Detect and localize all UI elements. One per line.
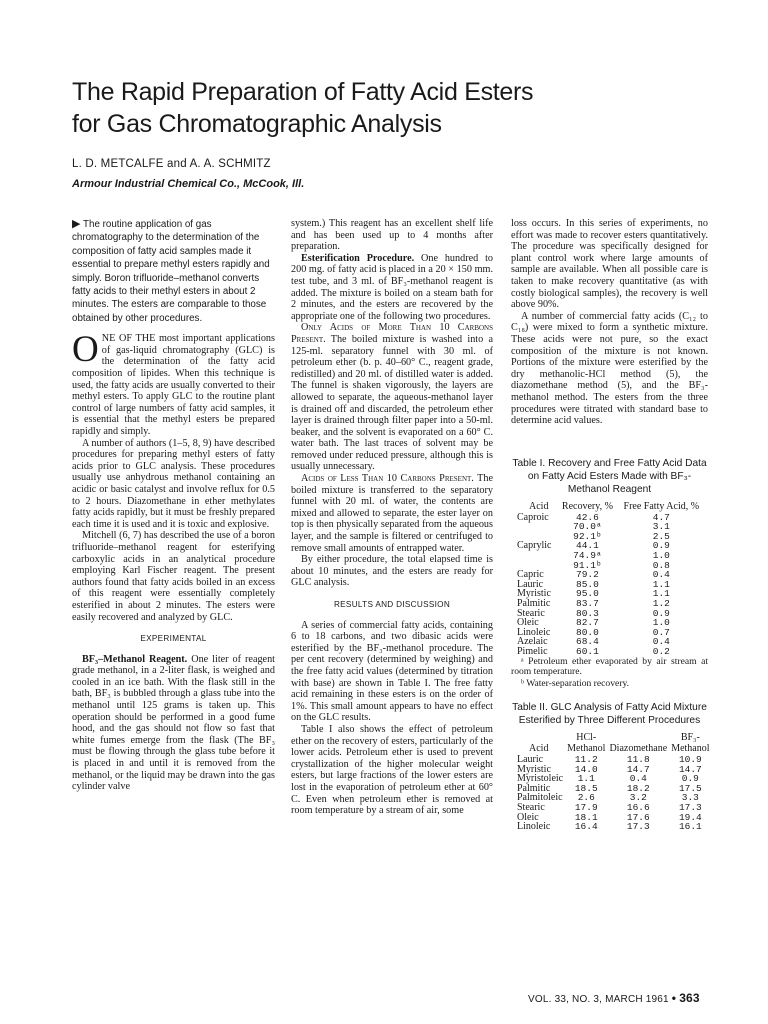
table-cell-acid: Oleic	[517, 617, 539, 629]
table-cell-acid: Caprylic	[517, 540, 552, 552]
table-cell-value: 2.5	[652, 530, 670, 542]
table-cell-value: 42.6	[576, 511, 599, 523]
table-2-header-acid: Acid	[529, 743, 549, 755]
table-cell-value: 44.1	[576, 540, 599, 552]
table-cell-value: 0.9	[652, 540, 670, 552]
table-1-row	[515, 551, 705, 561]
table-1-row	[515, 522, 705, 532]
more-than-10-paragraph	[291, 322, 493, 473]
table-cell-value: 18.2	[626, 782, 650, 794]
more-than-10-heading: Only Acids of More Than 10 Carbons Present.	[291, 322, 493, 345]
intro-text-1: most important applications of gas-liquid chromatography (GLC) is the determination of the fatty acid composition of lipides. When this technique is used, the fatty acids are usually converted to their methyl esters. To apply GLC to the routine plant control of large numbers of fatty acid samples, it is essential that the methyl esters be prepared rapidly and simply.	[72, 333, 275, 437]
affiliation: Armour Industrial Chemical Co., McCook, Ill.	[72, 178, 305, 190]
table-cell-acid: Palmitic	[517, 782, 551, 794]
intro-paragraph-2: A number of authors (1–5, 8, 9) have described procedures for preparing methyl esters of fatty acids prior to GLC analysis. These procedures usually use anhydrous methanol containing an acidic or basic catalyst and involve reflux for 0.5 to 2 hours. Diazomethane in ether methylates fatty acids rapidly, but it must be freshly prepared each time it is used and it is toxic and explosive.	[72, 437, 275, 530]
table-cell-value: 11.2	[574, 754, 598, 766]
table-cell-value: 3.3	[681, 792, 699, 804]
paper-title	[72, 76, 712, 140]
table-cell-value: 95.0	[576, 588, 599, 600]
column-3	[511, 218, 708, 832]
abstract-text: The routine application of gas chromatography to the determination of the composition of fatty acid samples made it essential to prepare methyl esters rapidly and simply. Boron trifluoride–methanol converts fatty acids to their methyl esters in about 2 minutes. The esters are comparable to those obtained by other procedures.	[72, 219, 270, 324]
column-2	[291, 218, 493, 817]
table-2-body	[515, 755, 712, 832]
table-1-row	[515, 513, 705, 523]
table-2	[515, 732, 712, 832]
page-footer	[528, 991, 700, 1005]
table-cell-acid: Palmitic	[517, 598, 551, 610]
table-cell-value: 19.4	[678, 811, 702, 823]
column-1	[72, 218, 275, 793]
results-paragraph-2: Table I also shows the effect of petroleum ether on the recovery of esters, particularly of the lower acids. Petroleum ether is used to prevent crystallization of the higher molecular weight esters, but large fractions of the lower esters are lost in the evaporation of petroleum ether at 60° C. Even when petroleum ether is removed at room temperature by a stream of air, some	[291, 723, 493, 817]
table-cell-value: 0.4	[629, 773, 647, 785]
less-than-10-paragraph	[291, 473, 493, 554]
table-cell-value: 17.9	[574, 802, 598, 814]
reagent-continued: system.) This reagent has an excellent shelf life and has been used up to 4 months after preparation.	[291, 218, 493, 253]
table-cell-value: 0.7	[652, 626, 670, 638]
intro-paragraph-3: Mitchell (6, 7) has described the use of a boron trifluoride–methanol reagent for esterifying carboxylic acids in an analytical procedure employing Karl Fischer reagent. The present authors found that fatty acids boiled in an excess of this reagent were essentially completely esterified in about 2 minutes. The esters were easily recovered and analyzed by GLC.	[72, 530, 275, 623]
table-cell-value: 0.9	[652, 607, 670, 619]
reagent-text: One liter of reagent grade methanol, in a 2-liter flask, is weighed and cooled in an ice bath. With the flask still in the bath, BF₃ is bubbled through a glass tube into the methanol until 125 grams is taken up. This operation should be performed in a good fume hood, and the gas should not flow so fast that white fumes emerge from the flask (The BF₃ must be flowing through the glass tube before it is placed in and until it is removed from the methanol, or the liquid may be drawn into the gas cylinder valve	[72, 653, 275, 793]
table-1-header-row	[515, 501, 705, 513]
table-cell-value: 3.2	[629, 792, 647, 804]
table-2-row	[515, 822, 712, 832]
esterification-paragraph	[291, 253, 493, 323]
table-1-row	[515, 570, 705, 580]
table-cell-acid: Linoleic	[517, 821, 551, 833]
footer-bullet: •	[671, 991, 677, 1005]
table-1-header-acid: Acid	[529, 500, 549, 512]
table-cell-acid: Myristic	[517, 763, 551, 775]
table-cell-value: 16.6	[626, 802, 650, 814]
table-cell-value: 82.7	[576, 617, 599, 629]
table-cell-value: 70.0ᵃ	[573, 521, 602, 533]
triangle-bullet-icon: ▶	[72, 218, 81, 230]
drop-cap: O	[72, 329, 99, 371]
table-cell-value: 79.2	[576, 569, 599, 581]
table-cell-value: 0.4	[652, 636, 670, 648]
reagent-heading: BF₃–Methanol Reagent.	[82, 653, 188, 665]
table-cell-value: 16.4	[574, 821, 598, 833]
journal-issue: VOL. 33, NO. 3, MARCH 1961	[528, 994, 669, 1005]
table-2-title: Table II. GLC Analysis of Fatty Acid Mixture Esterified by Three Different Procedures	[512, 702, 707, 727]
page-number: 363	[679, 991, 700, 1005]
table-cell-value: 74.9ᵃ	[573, 550, 602, 562]
table-cell-value: 1.0	[652, 550, 670, 562]
table-2-header-row	[515, 732, 712, 755]
table-cell-value: 92.1ᵇ	[573, 530, 602, 542]
table-cell-value: 18.5	[574, 782, 598, 794]
table-cell-acid: Stearic	[517, 607, 545, 619]
table-cell-value: 14.7	[626, 763, 650, 775]
table-cell-value: 2.6	[577, 792, 595, 804]
table-cell-value: 1.1	[652, 588, 670, 600]
table-cell-acid: Linoleic	[517, 626, 551, 638]
less-than-10-text: The boiled mixture is transferred to the separatory funnel with 20 ml. of water, the contents are mixed and allowed to separate, the ester layer on top is then physically separated from the aqueous layer, and the sample is filtered or centrifuged to remove small amounts of entrapped water.	[291, 473, 494, 554]
results-paragraph-1: A series of commercial fatty acids, containing 6 to 18 carbons, and two dibasic acids were esterified by the BF₃-methanol procedure. The per cent recovery (determined by weighing) and the free fatty acid values (determined by titration with base) are shown in Table I. The free fatty acid remaining in these esters is on the order of 1%. This small amount appears to have no effect on the GLC results.	[291, 619, 493, 724]
table-cell-value: 80.0	[576, 626, 599, 638]
more-than-10-text: The boiled mixture is washed into a 125-ml. separatory funnel with 30 ml. of petroleum ether (b. p. 40–60° C., reagent grade, redistilled) and 20 ml. of distilled water is added. The funnel is shaken vigorously, the layers are allowed to separate, the aqueous-methanol layer is drained off and discarded, the petroleum ether layer is drained through filter paper into a 50-ml. beaker, and the solvent is evaporated on a 60° C. water bath. The last traces of solvent may be removed under reduced pressure, although this is usually unnecessary.	[291, 333, 493, 473]
table-cell-value: 0.9	[681, 773, 699, 785]
table-cell-value: 0.4	[652, 569, 670, 581]
table-1-row	[515, 609, 705, 619]
table-1-title: Table I. Recovery and Free Fatty Acid Data on Fatty Acid Esters Made with BF₃-Methanol Reagent	[512, 457, 707, 495]
title-line-2: for Gas Chromatographic Analysis	[72, 110, 442, 138]
either-procedure-paragraph: By either procedure, the total elapsed time is about 10 minutes, and the esters are ready for GLC analysis.	[291, 554, 493, 589]
table-cell-value: 1.1	[577, 773, 595, 785]
table-cell-acid: Palmitoleic	[517, 792, 563, 804]
table-cell-acid: Azelaic	[517, 636, 548, 648]
table-cell-value: 0.8	[652, 559, 670, 571]
reagent-paragraph	[72, 654, 275, 793]
table-cell-acid	[515, 551, 557, 561]
title-line-1: The Rapid Preparation of Fatty Acid Esters	[72, 78, 534, 106]
results-paragraph-4: A number of commercial fatty acids (C₁₂ to C₁₈) were mixed to form a synthetic mixture. These acids were not pure, so the exact composition of the mixture is not known. Portions of the mixture were esterified by the dry methanolic-HCl method (5), the diazomethane method (5), and the BF₃-methanol method. The esters from the three procedures were titrated with standard base to determine acid values.	[511, 310, 708, 427]
esterification-heading: Esterification Procedure.	[301, 252, 415, 264]
table-cell-value: 11.8	[626, 754, 650, 766]
table-cell-value: 17.3	[678, 802, 702, 814]
experimental-heading: EXPERIMENTAL	[140, 634, 207, 644]
table-cell-value: 83.7	[576, 598, 599, 610]
table-cell-acid: Stearic	[517, 802, 545, 814]
table-1-header-ffa: Free Fatty Acid, %	[623, 500, 700, 512]
table-cell-acid: Oleic	[517, 811, 539, 823]
table-cell-acid: Myristoleic	[517, 773, 564, 785]
table-cell-acid: Lauric	[517, 578, 544, 590]
authors: L. D. METCALFE and A. A. SCHMITZ	[72, 158, 271, 170]
table-1-body	[515, 513, 705, 657]
table-cell-acid: Myristic	[517, 588, 551, 600]
table-cell-value: 85.0	[576, 578, 599, 590]
table-cell-value: 16.1	[678, 821, 702, 833]
abstract	[72, 218, 275, 325]
table-cell-acid: Capric	[517, 569, 544, 581]
results-heading: RESULTS AND DISCUSSION	[333, 600, 451, 609]
table-cell-value: 1.0	[652, 617, 670, 629]
table-cell-acid: Pimelic	[517, 646, 548, 657]
esterification-text: One hundred to 200 mg. of fatty acid is placed in a 20 × 150 mm. test tube, and 3 ml. of BF₃-methanol reagent is added. The mixture is boiled on a steam bath for 2 minutes, and the esters are recovered by the appropriate one of the following two procedures.	[291, 252, 493, 322]
less-than-10-heading: Acids of Less Than 10 Carbons Present.	[301, 473, 474, 485]
table-1-header-recovery: Recovery, %	[561, 500, 613, 512]
table-cell-value: 17.6	[626, 811, 650, 823]
table-cell-value: 80.3	[576, 607, 599, 619]
table-cell-acid: Lauric	[517, 754, 544, 766]
table-1-note-b: ᵇ Water-separation recovery.	[521, 677, 630, 689]
table-cell-value: 3.1	[652, 521, 670, 533]
table-cell-value: 0.2	[652, 646, 670, 657]
table-cell-acid	[515, 522, 557, 532]
table-2-header-bf3: BF₃-Methanol	[671, 732, 710, 755]
table-cell-value: 1.2	[652, 598, 670, 610]
table-cell-value: 10.9	[678, 754, 702, 766]
results-paragraph-3: loss occurs. In this series of experiments, no effort was made to recover esters quantitatively. The procedure was specifically designed for plant control work where large amounts of sample are available. When all possible care is taken to make recovery quantitative (as with costly biological samples), the recovery is well above 90%.	[511, 218, 708, 311]
table-cell-value: 18.1	[574, 811, 598, 823]
table-cell-value: 1.1	[652, 578, 670, 590]
table-cell-value: 91.1ᵇ	[573, 559, 602, 571]
table-1	[515, 501, 705, 657]
table-cell-value: 14.0	[574, 763, 598, 775]
table-cell-acid: Caproic	[517, 511, 549, 523]
table-2-header-hcl: HCl-Methanol	[567, 732, 606, 755]
table-2-header-diazo: Diazomethane	[609, 743, 668, 755]
table-cell-value: 4.7	[652, 511, 670, 523]
table-1-row	[515, 541, 705, 551]
table-cell-value: 17.5	[678, 782, 702, 794]
table-cell-value: 17.3	[626, 821, 650, 833]
table-1-note-a: ᵃ Petroleum ether evaporated by air stream at room temperature.	[511, 655, 708, 678]
table-cell-value: 60.1	[576, 646, 599, 657]
intro-small-caps: NE OF THE	[101, 333, 156, 345]
table-cell-value: 68.4	[576, 636, 599, 648]
table-cell-value: 14.7	[678, 763, 702, 775]
intro-paragraph-1	[72, 329, 275, 437]
